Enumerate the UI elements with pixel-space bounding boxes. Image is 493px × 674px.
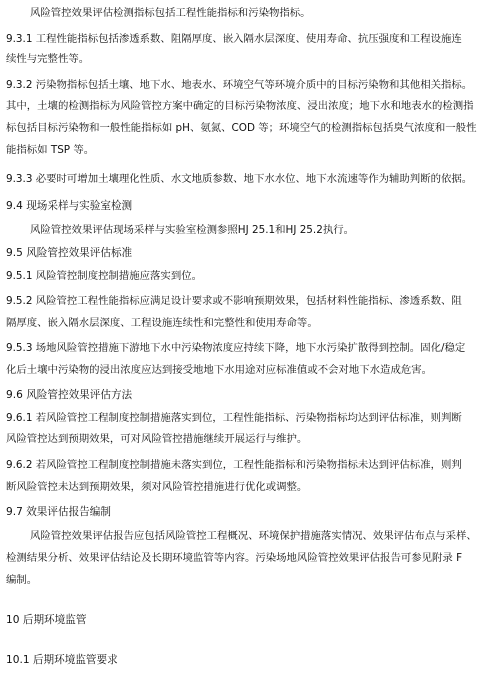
- paragraph-line: 化后土壤中污染物的浸出浓度应达到接受地地下水用途对应标准值或不会对地下水造成危害。: [6, 364, 433, 376]
- paragraph-line: 9.5.3 场地风险管控措施下游地下水中污染物浓度应持续下降，地下水污染扩散得到控制。固化/稳定: [6, 342, 466, 354]
- section-heading: 9.6 风险管控效果评估方法: [6, 389, 133, 401]
- paragraph-line: 风险管控效果评估报告应包括风险管控工程概况、环境保护措施落实情况、效果评估布点与采样、: [30, 530, 477, 542]
- section-heading: 9.5 风险管控效果评估标准: [6, 247, 133, 259]
- section-heading: 10.1 后期环境监管要求: [6, 654, 118, 666]
- paragraph-line: 断风险管控未达到预期效果，须对风险管控措施进行优化或调整。: [6, 481, 308, 493]
- section-heading: 9.4 现场采样与实验室检测: [6, 200, 133, 212]
- paragraph-line: 编制。: [6, 574, 38, 586]
- paragraph-line: 9.6.2 若风险管控工程制度控制措施未落实到位，工程性能指标和污染物指标未达到评估标准，则判: [6, 459, 462, 471]
- paragraph-line: 续性与完整性等。: [6, 53, 90, 65]
- paragraph-line: 风险管控效果评估现场采样与实验室检测参照HJ 25.1和HJ 25.2执行。: [30, 224, 355, 236]
- paragraph-line: 标包括目标污染物和一般性能指标如 pH、氨氮、COD 等；环境空气的检测指标包括臭气浓度和一般性: [6, 122, 477, 134]
- paragraph-line: 能指标如 TSP 等。: [6, 144, 95, 156]
- paragraph-line: 9.3.2 污染物指标包括土壤、地下水、地表水、环境空气等环境介质中的目标污染物和其他相关指标。: [6, 79, 473, 91]
- section-heading: 9.7 效果评估报告编制: [6, 506, 111, 518]
- paragraph-line: 9.3.3 必要时可增加土壤理化性质、水文地质参数、地下水水位、地下水流速等作为辅助判断的依据。: [6, 173, 473, 185]
- paragraph-line: 风险管控达到预期效果，可对风险管控措施继续开展运行与维护。: [6, 433, 308, 445]
- paragraph-line: 其中，土壤的检测指标为风险管控方案中确定的目标污染物浓度、浸出浓度；地下水和地表水的检测指: [6, 100, 474, 112]
- paragraph-line: 检测结果分析、效果评估结论及长期环境监管等内容。污染场地风险管控效果评估报告可参见附录 F: [6, 552, 463, 564]
- paragraph-line: 隔厚度、嵌入隔水层深度、工程设施连续性和完整性和使用寿命等。: [6, 317, 318, 329]
- paragraph-line: 9.6.1 若风险管控工程制度控制措施落实到位，工程性能指标、污染物指标均达到评估标准，则判断: [6, 412, 462, 424]
- paragraph-line: 9.3.1 工程性能指标包括渗透系数、阻隔厚度、嵌入隔水层深度、使用寿命、抗压强度和工程设施连: [6, 33, 462, 45]
- paragraph-line: 风险管控效果评估检测指标包括工程性能指标和污染物指标。: [30, 7, 311, 19]
- chapter-heading: 10 后期环境监管: [6, 614, 87, 626]
- paragraph-line: 9.5.2 风险管控工程性能指标应满足设计要求或不影响预期效果，包括材料性能指标、渗透系数、阻: [6, 295, 462, 307]
- paragraph-line: 9.5.1 风险管控制度控制措施应落实到位。: [6, 270, 202, 282]
